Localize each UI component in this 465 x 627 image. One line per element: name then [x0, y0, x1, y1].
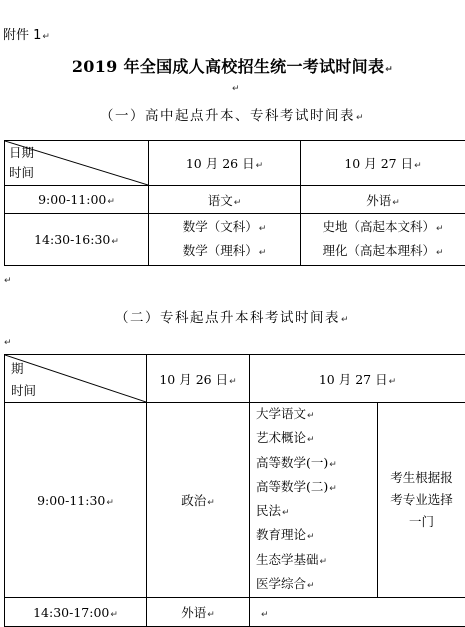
blank-paragraph-mark: ↵ [232, 84, 240, 94]
list-item: 民法↵ [256, 500, 377, 524]
schedule-table-2 [4, 354, 465, 627]
subject-cell: 语文↵ [149, 186, 301, 214]
time-label: 时间 [11, 381, 36, 399]
diagonal-header-cell [5, 141, 149, 186]
table-row [5, 186, 465, 214]
attachment-label: 附件 1↵ [3, 24, 50, 43]
day2-header: 10 月 27 日↵ [301, 141, 465, 186]
table1-header-row [5, 141, 465, 186]
date-label: 期 [11, 359, 24, 377]
day2-header: 10 月 27 日↵ [250, 355, 465, 403]
time-cell: 9:00-11:00↵ [5, 186, 149, 214]
table-row [5, 598, 465, 627]
subject-cell: 外语↵ [301, 186, 465, 214]
table-row [5, 403, 465, 598]
time-label: 时间 [9, 163, 34, 181]
blank-paragraph-mark: ↵ [4, 338, 12, 348]
time-cell: 9:00-11:30↵ [5, 403, 147, 598]
subject-cell: 数学（文科）↵ 数学（理科）↵ [149, 214, 301, 266]
list-item: 医学综合↵ [256, 573, 377, 597]
day1-header: 10 月 26 日↵ [149, 141, 301, 186]
list-item: 艺术概论↵ [256, 427, 377, 451]
subject-cell-empty: ↵ [250, 598, 465, 627]
blank-paragraph-mark: ↵ [4, 276, 12, 286]
list-item: 大学语文↵ [256, 403, 377, 427]
time-cell: 14:30-17:00↵ [5, 598, 147, 627]
diagonal-header-cell [5, 355, 147, 403]
time-cell: 14:30-16:30↵ [5, 214, 149, 266]
list-item: 高等数学(一)↵ [256, 452, 377, 476]
subject-cell: 政治↵ [147, 403, 250, 598]
note-cell: 考生根据报考专业选择一门 [378, 403, 465, 598]
date-label: 日期 [9, 143, 34, 161]
subject-cell: 外语↵ [147, 598, 250, 627]
section2-heading: （二）专科起点升本科考试时间表↵ [0, 306, 465, 326]
list-item: 高等数学(二)↵ [256, 476, 377, 500]
schedule-table-1 [4, 140, 465, 266]
subject-cell: 史地（高起本文科）↵ 理化（高起本理科）↵ [301, 214, 465, 266]
page-title: 2019 年全国成人高校招生统一考试时间表↵ [0, 54, 465, 77]
day1-header: 10 月 26 日↵ [147, 355, 250, 403]
subject-list-cell [250, 403, 378, 598]
list-item: 教育理论↵ [256, 524, 377, 548]
section1-heading: （一）高中起点升本、专科考试时间表↵ [0, 104, 465, 124]
table-row [5, 214, 465, 266]
list-item: 生态学基础↵ [256, 549, 377, 573]
table2-header-row [5, 355, 465, 403]
